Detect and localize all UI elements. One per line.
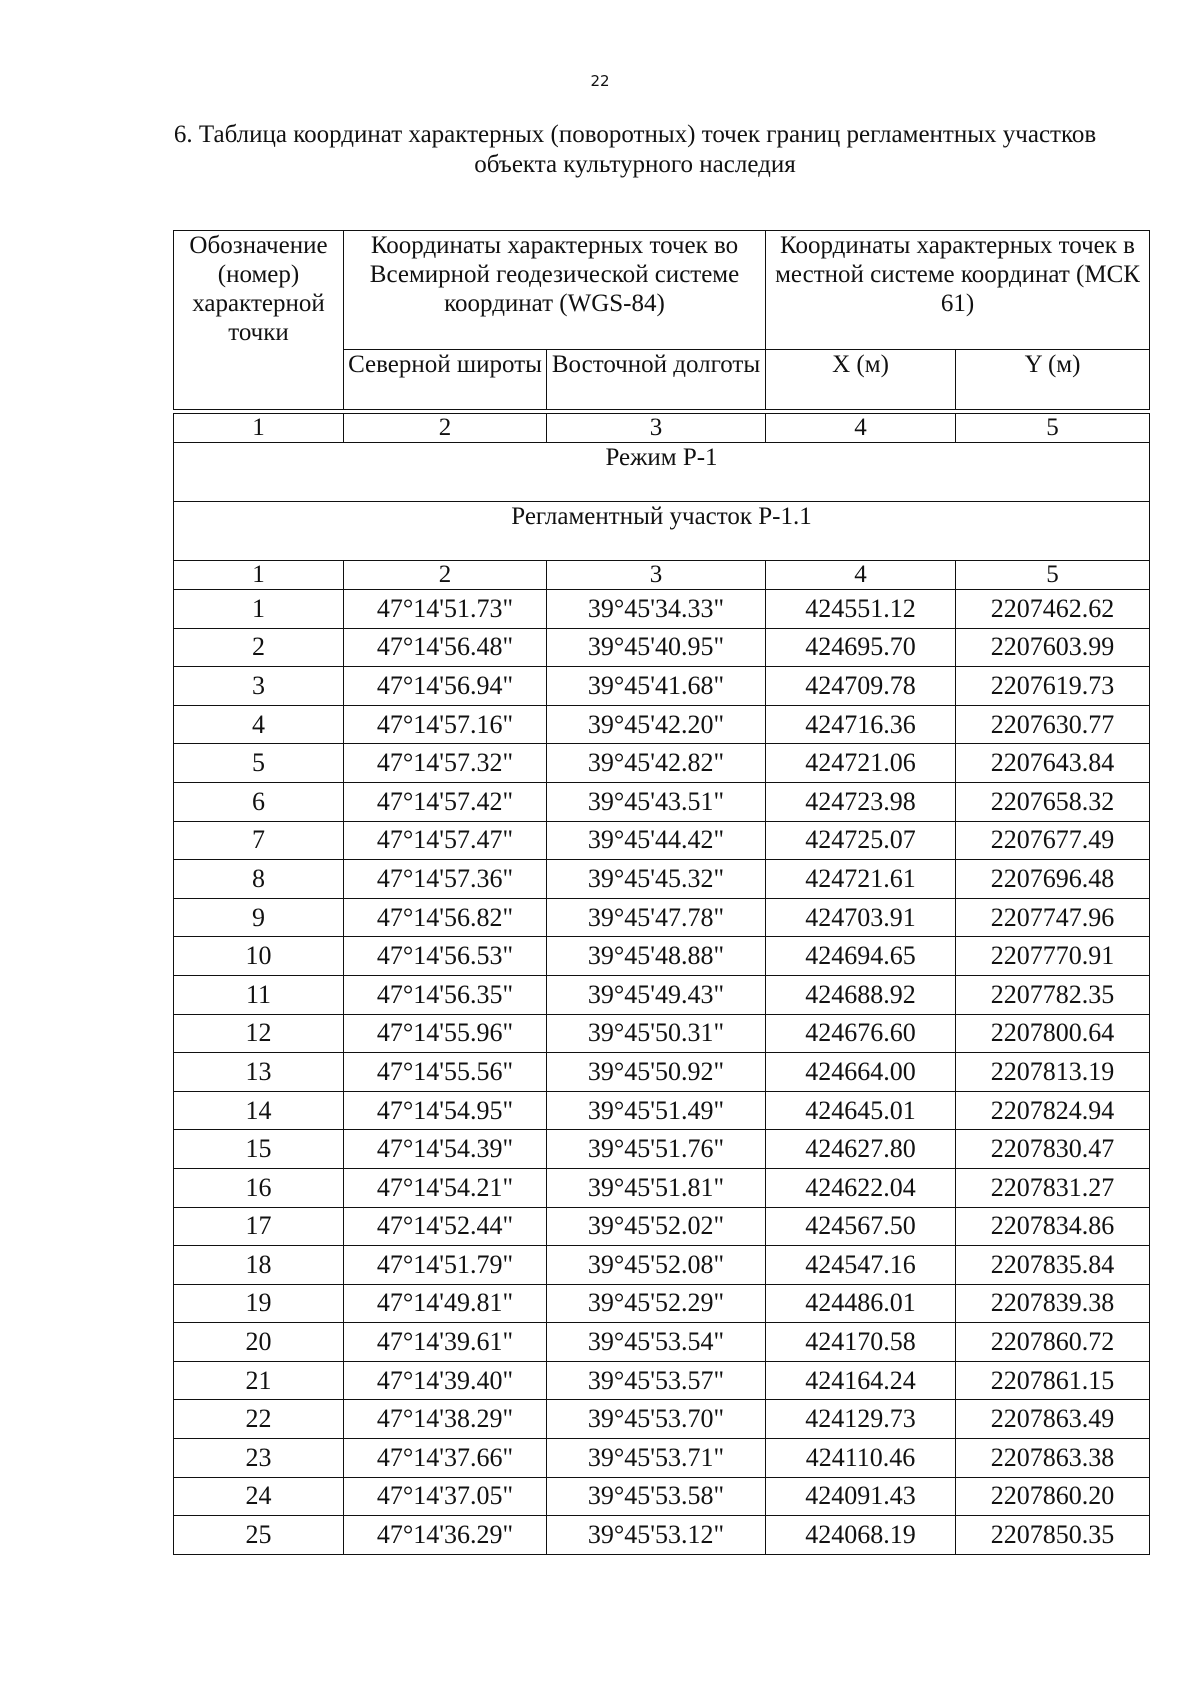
column-number: 1 bbox=[174, 561, 344, 590]
x-cell: 424645.01 bbox=[766, 1091, 956, 1130]
x-cell: 424676.60 bbox=[766, 1014, 956, 1053]
document-title: 6. Таблица координат характерных (поворотных) точек границ регламентных участков объекта культурного наследия bbox=[173, 121, 1097, 178]
point-number-cell: 17 bbox=[174, 1207, 344, 1246]
latitude-cell: 47°14'54.21" bbox=[344, 1168, 547, 1207]
point-number-cell: 12 bbox=[174, 1014, 344, 1053]
y-cell: 2207462.62 bbox=[956, 590, 1150, 629]
latitude-cell: 47°14'38.29" bbox=[344, 1400, 547, 1439]
point-number-cell: 9 bbox=[174, 898, 344, 937]
y-cell: 2207770.91 bbox=[956, 937, 1150, 976]
x-cell: 424694.65 bbox=[766, 937, 956, 976]
point-number-cell: 24 bbox=[174, 1477, 344, 1516]
table-row bbox=[174, 1207, 1150, 1246]
longitude-cell: 39°45'43.51" bbox=[547, 782, 766, 821]
table-row bbox=[174, 1168, 1150, 1207]
longitude-cell: 39°45'51.76" bbox=[547, 1130, 766, 1169]
y-cell: 2207835.84 bbox=[956, 1246, 1150, 1285]
coordinates-table bbox=[173, 230, 1150, 1555]
header-wgs84-group: Координаты характерных точек во Всемирной геодезической системе координат (WGS-84) bbox=[344, 231, 766, 350]
table-row bbox=[174, 860, 1150, 899]
header-point-number: Обозначение (номер) характерной точки bbox=[174, 231, 344, 410]
y-cell: 2207643.84 bbox=[956, 744, 1150, 783]
column-numbers-row-repeat bbox=[174, 561, 1150, 590]
longitude-cell: 39°45'50.31" bbox=[547, 1014, 766, 1053]
y-cell: 2207696.48 bbox=[956, 860, 1150, 899]
longitude-cell: 39°45'49.43" bbox=[547, 975, 766, 1014]
point-number-cell: 3 bbox=[174, 667, 344, 706]
latitude-cell: 47°14'56.35" bbox=[344, 975, 547, 1014]
point-number-cell: 18 bbox=[174, 1246, 344, 1285]
column-number: 4 bbox=[766, 414, 956, 443]
longitude-cell: 39°45'53.12" bbox=[547, 1516, 766, 1555]
table-row bbox=[174, 1361, 1150, 1400]
latitude-cell: 47°14'37.66" bbox=[344, 1439, 547, 1478]
point-number-cell: 2 bbox=[174, 628, 344, 667]
table-row bbox=[174, 705, 1150, 744]
point-number-cell: 8 bbox=[174, 860, 344, 899]
point-number-cell: 15 bbox=[174, 1130, 344, 1169]
latitude-cell: 47°14'36.29" bbox=[344, 1516, 547, 1555]
latitude-cell: 47°14'57.47" bbox=[344, 821, 547, 860]
column-number: 5 bbox=[956, 414, 1150, 443]
longitude-cell: 39°45'53.58" bbox=[547, 1477, 766, 1516]
point-number-cell: 7 bbox=[174, 821, 344, 860]
y-cell: 2207831.27 bbox=[956, 1168, 1150, 1207]
column-numbers-row bbox=[174, 414, 1150, 443]
y-cell: 2207800.64 bbox=[956, 1014, 1150, 1053]
x-cell: 424547.16 bbox=[766, 1246, 956, 1285]
x-cell: 424627.80 bbox=[766, 1130, 956, 1169]
longitude-cell: 39°45'51.81" bbox=[547, 1168, 766, 1207]
latitude-cell: 47°14'54.95" bbox=[344, 1091, 547, 1130]
regime-row bbox=[174, 443, 1150, 502]
table-row bbox=[174, 782, 1150, 821]
y-cell: 2207824.94 bbox=[956, 1091, 1150, 1130]
longitude-cell: 39°45'53.70" bbox=[547, 1400, 766, 1439]
y-cell: 2207834.86 bbox=[956, 1207, 1150, 1246]
table-row bbox=[174, 1091, 1150, 1130]
page-number: 22 bbox=[590, 72, 610, 90]
latitude-cell: 47°14'57.42" bbox=[344, 782, 547, 821]
table-row bbox=[174, 821, 1150, 860]
longitude-cell: 39°45'50.92" bbox=[547, 1053, 766, 1092]
point-number-cell: 13 bbox=[174, 1053, 344, 1092]
latitude-cell: 47°14'57.16" bbox=[344, 705, 547, 744]
y-cell: 2207860.72 bbox=[956, 1323, 1150, 1362]
y-cell: 2207863.49 bbox=[956, 1400, 1150, 1439]
header-y: Y (м) bbox=[956, 350, 1150, 410]
longitude-cell: 39°45'42.82" bbox=[547, 744, 766, 783]
x-cell: 424170.58 bbox=[766, 1323, 956, 1362]
table-row bbox=[174, 1014, 1150, 1053]
latitude-cell: 47°14'56.82" bbox=[344, 898, 547, 937]
y-cell: 2207619.73 bbox=[956, 667, 1150, 706]
table-row bbox=[174, 1130, 1150, 1169]
column-number: 4 bbox=[766, 561, 956, 590]
latitude-cell: 47°14'55.56" bbox=[344, 1053, 547, 1092]
table-row bbox=[174, 1284, 1150, 1323]
column-number: 3 bbox=[547, 561, 766, 590]
x-cell: 424721.06 bbox=[766, 744, 956, 783]
y-cell: 2207860.20 bbox=[956, 1477, 1150, 1516]
x-cell: 424567.50 bbox=[766, 1207, 956, 1246]
x-cell: 424129.73 bbox=[766, 1400, 956, 1439]
table-row bbox=[174, 590, 1150, 629]
y-cell: 2207813.19 bbox=[956, 1053, 1150, 1092]
latitude-cell: 47°14'49.81" bbox=[344, 1284, 547, 1323]
x-cell: 424723.98 bbox=[766, 782, 956, 821]
longitude-cell: 39°45'40.95" bbox=[547, 628, 766, 667]
column-number: 2 bbox=[344, 561, 547, 590]
point-number-cell: 22 bbox=[174, 1400, 344, 1439]
x-cell: 424716.36 bbox=[766, 705, 956, 744]
x-cell: 424721.61 bbox=[766, 860, 956, 899]
longitude-cell: 39°45'42.20" bbox=[547, 705, 766, 744]
header-longitude: Восточной долготы bbox=[547, 350, 766, 410]
table-row bbox=[174, 1477, 1150, 1516]
latitude-cell: 47°14'39.40" bbox=[344, 1361, 547, 1400]
table-row bbox=[174, 1516, 1150, 1555]
section-row bbox=[174, 502, 1150, 561]
header-x: X (м) bbox=[766, 350, 956, 410]
y-cell: 2207630.77 bbox=[956, 705, 1150, 744]
table-row bbox=[174, 937, 1150, 976]
point-number-cell: 25 bbox=[174, 1516, 344, 1555]
longitude-cell: 39°45'52.02" bbox=[547, 1207, 766, 1246]
y-cell: 2207782.35 bbox=[956, 975, 1150, 1014]
latitude-cell: 47°14'37.05" bbox=[344, 1477, 547, 1516]
x-cell: 424164.24 bbox=[766, 1361, 956, 1400]
latitude-cell: 47°14'54.39" bbox=[344, 1130, 547, 1169]
longitude-cell: 39°45'53.71" bbox=[547, 1439, 766, 1478]
x-cell: 424551.12 bbox=[766, 590, 956, 629]
longitude-cell: 39°45'45.32" bbox=[547, 860, 766, 899]
table-row bbox=[174, 1400, 1150, 1439]
header-latitude: Северной широты bbox=[344, 350, 547, 410]
table-row bbox=[174, 744, 1150, 783]
point-number-cell: 10 bbox=[174, 937, 344, 976]
y-cell: 2207830.47 bbox=[956, 1130, 1150, 1169]
x-cell: 424709.78 bbox=[766, 667, 956, 706]
longitude-cell: 39°45'41.68" bbox=[547, 667, 766, 706]
table-row bbox=[174, 975, 1150, 1014]
column-number: 1 bbox=[174, 414, 344, 443]
header-row bbox=[174, 231, 1150, 350]
point-number-cell: 19 bbox=[174, 1284, 344, 1323]
longitude-cell: 39°45'52.08" bbox=[547, 1246, 766, 1285]
y-cell: 2207677.49 bbox=[956, 821, 1150, 860]
y-cell: 2207863.38 bbox=[956, 1439, 1150, 1478]
x-cell: 424664.00 bbox=[766, 1053, 956, 1092]
point-number-cell: 21 bbox=[174, 1361, 344, 1400]
latitude-cell: 47°14'56.48" bbox=[344, 628, 547, 667]
latitude-cell: 47°14'51.79" bbox=[344, 1246, 547, 1285]
longitude-cell: 39°45'51.49" bbox=[547, 1091, 766, 1130]
x-cell: 424486.01 bbox=[766, 1284, 956, 1323]
y-cell: 2207839.38 bbox=[956, 1284, 1150, 1323]
point-number-cell: 23 bbox=[174, 1439, 344, 1478]
table-row bbox=[174, 628, 1150, 667]
longitude-cell: 39°45'47.78" bbox=[547, 898, 766, 937]
longitude-cell: 39°45'52.29" bbox=[547, 1284, 766, 1323]
longitude-cell: 39°45'53.54" bbox=[547, 1323, 766, 1362]
section-label: Регламентный участок Р-1.1 bbox=[174, 502, 1150, 561]
longitude-cell: 39°45'48.88" bbox=[547, 937, 766, 976]
y-cell: 2207747.96 bbox=[956, 898, 1150, 937]
table-row bbox=[174, 667, 1150, 706]
column-number: 5 bbox=[956, 561, 1150, 590]
column-number: 2 bbox=[344, 414, 547, 443]
table-row bbox=[174, 1246, 1150, 1285]
x-cell: 424068.19 bbox=[766, 1516, 956, 1555]
regime-label: Режим Р-1 bbox=[174, 443, 1150, 502]
longitude-cell: 39°45'53.57" bbox=[547, 1361, 766, 1400]
point-number-cell: 11 bbox=[174, 975, 344, 1014]
x-cell: 424110.46 bbox=[766, 1439, 956, 1478]
latitude-cell: 47°14'51.73" bbox=[344, 590, 547, 629]
latitude-cell: 47°14'55.96" bbox=[344, 1014, 547, 1053]
x-cell: 424695.70 bbox=[766, 628, 956, 667]
x-cell: 424091.43 bbox=[766, 1477, 956, 1516]
latitude-cell: 47°14'57.36" bbox=[344, 860, 547, 899]
longitude-cell: 39°45'34.33" bbox=[547, 590, 766, 629]
table-row bbox=[174, 1323, 1150, 1362]
latitude-cell: 47°14'52.44" bbox=[344, 1207, 547, 1246]
y-cell: 2207850.35 bbox=[956, 1516, 1150, 1555]
table-row bbox=[174, 1053, 1150, 1092]
latitude-cell: 47°14'57.32" bbox=[344, 744, 547, 783]
x-cell: 424688.92 bbox=[766, 975, 956, 1014]
y-cell: 2207658.32 bbox=[956, 782, 1150, 821]
table-row bbox=[174, 1439, 1150, 1478]
x-cell: 424622.04 bbox=[766, 1168, 956, 1207]
point-number-cell: 6 bbox=[174, 782, 344, 821]
y-cell: 2207603.99 bbox=[956, 628, 1150, 667]
latitude-cell: 47°14'39.61" bbox=[344, 1323, 547, 1362]
point-number-cell: 5 bbox=[174, 744, 344, 783]
point-number-cell: 4 bbox=[174, 705, 344, 744]
x-cell: 424725.07 bbox=[766, 821, 956, 860]
point-number-cell: 16 bbox=[174, 1168, 344, 1207]
latitude-cell: 47°14'56.53" bbox=[344, 937, 547, 976]
table-row bbox=[174, 898, 1150, 937]
column-number: 3 bbox=[547, 414, 766, 443]
y-cell: 2207861.15 bbox=[956, 1361, 1150, 1400]
longitude-cell: 39°45'44.42" bbox=[547, 821, 766, 860]
header-msk61-group: Координаты характерных точек в местной системе координат (МСК 61) bbox=[766, 231, 1150, 350]
latitude-cell: 47°14'56.94" bbox=[344, 667, 547, 706]
point-number-cell: 20 bbox=[174, 1323, 344, 1362]
point-number-cell: 14 bbox=[174, 1091, 344, 1130]
point-number-cell: 1 bbox=[174, 590, 344, 629]
x-cell: 424703.91 bbox=[766, 898, 956, 937]
